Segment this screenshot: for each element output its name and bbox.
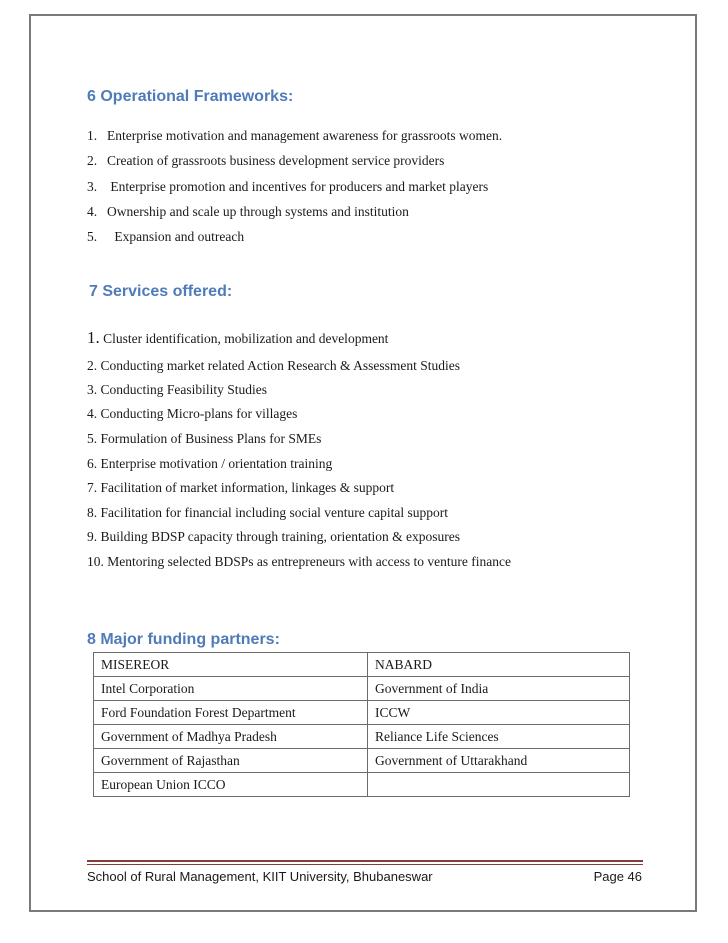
footer-divider: [87, 860, 643, 862]
table-cell: Government of Uttarakhand: [368, 749, 630, 773]
list-item: 3. Conducting Feasibility Studies: [87, 382, 268, 397]
table-row: [94, 725, 630, 749]
list-item: 8. Facilitation for financial including social venture capital support: [87, 505, 449, 520]
table-row: [94, 701, 630, 725]
table-cell: Government of India: [368, 677, 630, 701]
table-row: [94, 677, 630, 701]
table-cell: Intel Corporation: [94, 677, 368, 701]
list-item: 4. Conducting Micro-plans for villages: [87, 406, 298, 421]
list-item: 2. Creation of grassroots business development service providers: [87, 153, 445, 168]
table-row: [94, 749, 630, 773]
table-cell: European Union ICCO: [94, 773, 368, 797]
table-cell: Ford Foundation Forest Department: [94, 701, 368, 725]
list-item: 10. Mentoring selected BDSPs as entrepreneurs with access to venture finance: [87, 554, 511, 569]
list-item: 7. Facilitation of market information, linkages & support: [87, 480, 395, 495]
section-heading-services: 7 Services offered:: [89, 283, 233, 300]
list-item: 6. Enterprise motivation / orientation training: [87, 456, 333, 471]
list-item: 3. Enterprise promotion and incentives for producers and market players: [87, 179, 489, 194]
footer-institution: School of Rural Management, KIIT University, Bhubaneswar: [87, 869, 433, 884]
table-cell: NABARD: [368, 653, 630, 677]
table-cell: MISEREOR: [94, 653, 368, 677]
list-item: 2. Conducting market related Action Research & Assessment Studies: [87, 358, 461, 373]
list-item: 5. Formulation of Business Plans for SMEs: [87, 431, 322, 446]
list-item: 1. Cluster identification, mobilization and development: [87, 328, 389, 347]
list-item: 9. Building BDSP capacity through training, orientation & exposures: [87, 529, 460, 544]
list-item: 5. Expansion and outreach: [87, 229, 245, 244]
table-cell: Government of Madhya Pradesh: [94, 725, 368, 749]
table-cell: [368, 773, 630, 797]
table-row: [94, 773, 630, 797]
section-heading-funding: 8 Major funding partners:: [87, 631, 280, 648]
list-item: 4. Ownership and scale up through systems and institution: [87, 204, 409, 219]
section-heading-frameworks: 6 Operational Frameworks:: [87, 88, 294, 105]
page-number: Page 46: [593, 869, 642, 884]
list-item: 1. Enterprise motivation and management awareness for grassroots women.: [87, 128, 503, 143]
table-cell: ICCW: [368, 701, 630, 725]
table-cell: Government of Rajasthan: [94, 749, 368, 773]
funding-partners-table: [93, 652, 630, 797]
table-cell: Reliance Life Sciences: [368, 725, 630, 749]
footer-divider: [87, 864, 643, 865]
table-row: [94, 653, 630, 677]
